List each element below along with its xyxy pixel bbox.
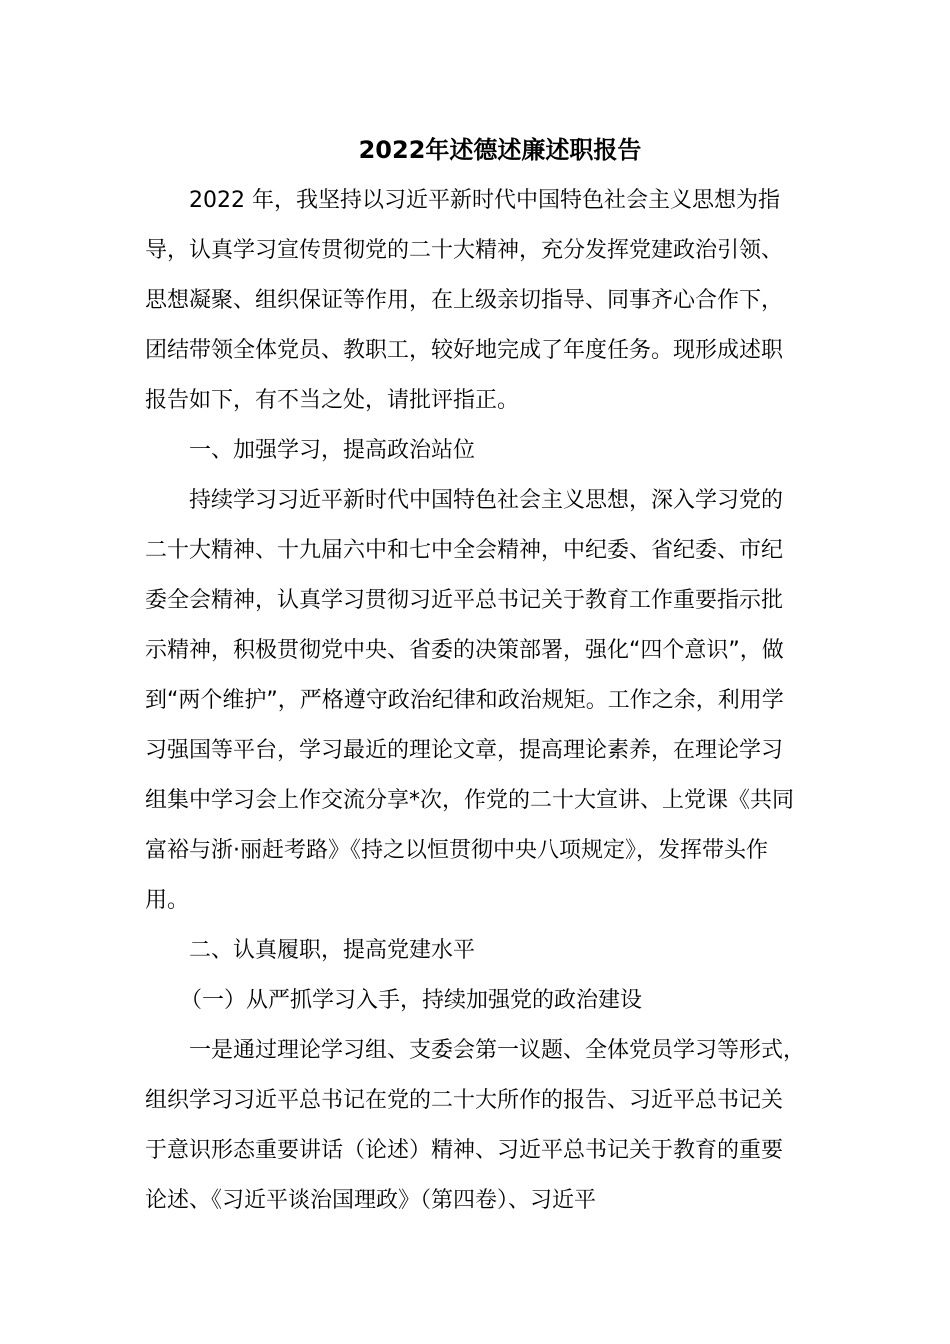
- paragraph-line: 委全会精神，认真学习贯彻习近平总书记关于教育工作重要指示批: [145, 588, 784, 613]
- section-heading: 二、认真履职，提高党建水平: [189, 938, 476, 963]
- paragraph-line: 思想凝聚、组织保证等作用，在上级亲切指导、同事齐心合作下，: [145, 288, 784, 313]
- paragraph-line: 一是通过理论学习组、支委会第一议题、全体党员学习等形式，: [189, 1038, 806, 1063]
- paragraph-line: 团结带领全体党员、教职工，较好地完成了年度任务。现形成述职: [145, 338, 784, 363]
- paragraph-line: 用。: [145, 888, 190, 913]
- subsection-heading: （一）从严抓学习入手，持续加强党的政治建设: [180, 988, 643, 1013]
- paragraph-line: 示精神，积极贯彻党中央、省委的决策部署，强化“四个意识”，做: [145, 638, 784, 663]
- paragraph-line: 习强国等平台，学习最近的理论文章，提高理论素养，在理论学习: [145, 738, 784, 763]
- paragraph-line: 于意识形态重要讲话（论述）精神、习近平总书记关于教育的重要: [145, 1138, 784, 1163]
- paragraph-line: 组集中学习会上作交流分享*次，作党的二十大宣讲、上党课《共同: [145, 788, 795, 813]
- paragraph-line: 到“两个维护”，严格遵守政治纪律和政治规矩。工作之余，利用学: [145, 688, 784, 713]
- paragraph-line: 论述、《习近平谈治国理政》（第四卷）、习近平: [145, 1188, 597, 1213]
- paragraph-line: 导，认真学习宣传贯彻党的二十大精神，充分发挥党建政治引领、: [145, 238, 784, 263]
- paragraph-line: 报告如下，有不当之处，请批评指正。: [145, 388, 520, 413]
- paragraph-line: 富裕与浙·丽赶考路》《持之以恒贯彻中央八项规定》，发挥带头作: [145, 838, 768, 863]
- paragraph-line: 组织学习习近平总书记在党的二十大所作的报告、习近平总书记关: [145, 1088, 784, 1113]
- section-heading: 一、加强学习，提高政治站位: [189, 438, 476, 463]
- paragraph-line: 持续学习习近平新时代中国特色社会主义思想，深入学习党的: [189, 488, 784, 513]
- paragraph-line: 二十大精神、十九届六中和七中全会精神，中纪委、省纪委、市纪: [145, 538, 784, 563]
- document-title: 2022年述德述廉述职报告: [358, 136, 642, 164]
- paragraph-line: 2022 年，我坚持以习近平新时代中国特色社会主义思想为指: [189, 188, 780, 213]
